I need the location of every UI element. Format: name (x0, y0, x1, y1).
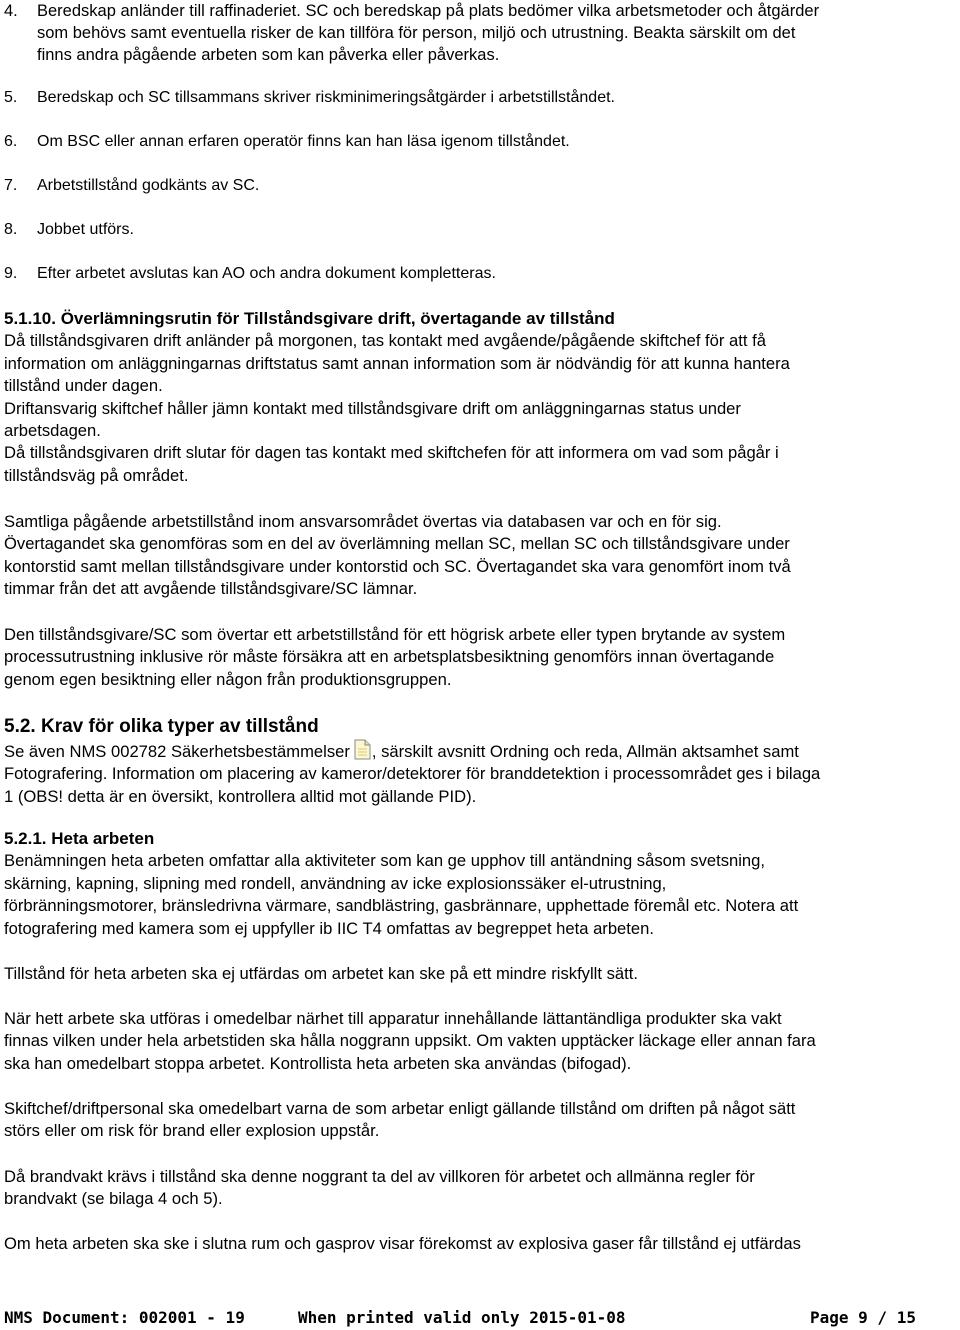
text-span: , särskilt avsnitt Ordning och reda, Allmän aktsamhet samt (371, 742, 799, 761)
text-line: Skiftchef/driftpersonal ska omedelbart varna de som arbetar enligt gällande tillstånd om driften på något sätt (4, 1099, 796, 1118)
text-line: Om heta arbeten ska ske i slutna rum och gasprov visar förekomst av explosiva gaser får tillstånd ej utfärdas (4, 1234, 801, 1253)
list-item-number: 5. (4, 89, 18, 106)
text-line: Då tillståndsgivaren drift slutar för dagen tas kontakt med skiftchefen för att informera om vad som pågår i (4, 443, 779, 463)
list-item-text (37, 0, 819, 66)
text-line: Övertagandet ska genomföras som en del av överlämning mellan SC, mellan SC och tillståndsgivare under (4, 534, 790, 554)
text-line: Då tillståndsgivaren drift anländer på morgonen, tas kontakt med avgående/pågående skiftchef för att få (4, 331, 766, 351)
text-line: 1 (OBS! detta är en översikt, kontrollera alltid mot gällande PID). (4, 786, 477, 806)
text-line: kontorstid samt mellan tillståndsgivare under kontorstid och SC. Övertagandet ska vara genomfört inom två (4, 556, 791, 576)
section-heading: 5.2.1. Heta arbeten (4, 829, 155, 848)
text-line: brandvakt (se bilaga 4 och 5). (4, 1189, 223, 1209)
text-line: skärning, kapning, slipning med rondell, användning av icke explosionssäker el-utrustning, (4, 873, 667, 893)
text-line: finns andra pågående arbeten som kan påverka eller påverkas. (37, 46, 500, 64)
text-line: Samtliga pågående arbetstillstånd inom ansvarsområdet övertas via databasen var och en för sig. (4, 512, 722, 531)
list-item-text: Efter arbetet avslutas kan AO och andra dokument kompletteras. (37, 265, 496, 282)
list-item-number: 8. (4, 221, 18, 238)
paragraph (4, 624, 956, 691)
section-heading: 5.2. Krav för olika typer av tillstånd (4, 716, 319, 737)
text-line: När hett arbete ska utföras i omedelbar närhet till apparatur innehållande lättantändliga produkter ska vakt (4, 1009, 782, 1028)
list-item-text: Om BSC eller annan erfaren operatör finns kan han läsa igenom tillståndet. (37, 133, 570, 150)
footer-printed-note: When printed valid only 2015-01-08 (298, 1308, 626, 1327)
text-line: Tillstånd för heta arbeten ska ej utfärdas om arbetet kan ske på ett mindre riskfyllt sätt. (4, 964, 638, 983)
list-item-number: 4. (4, 2, 18, 20)
paragraph (4, 511, 956, 601)
list-item-text: Arbetstillstånd godkänts av SC. (37, 177, 260, 194)
text-line: Benämningen heta arbeten omfattar alla aktiviteter som kan ge upphov till antändning såsom svetsning, (4, 851, 766, 871)
text-line: störs eller om risk för brand eller explosion uppstår. (4, 1121, 380, 1141)
paragraph (4, 1233, 956, 1255)
text-line: tillstånd under dagen. (4, 376, 163, 396)
text-span: Se även NMS 002782 Säkerhetsbestämmelser (4, 742, 350, 761)
section-heading: 5.1.10. Överlämningsrutin för Tillståndsgivare drift, övertagande av tillstånd (4, 309, 615, 328)
text-line (4, 739, 956, 763)
text-line: Då brandvakt krävs i tillstånd ska denne noggrant ta del av villkoren för arbetet och allmänna regler för (4, 1167, 755, 1186)
footer-document-id: NMS Document: 002001 - 19 (4, 1308, 245, 1327)
text-line: som behövs samt eventuella risker de kan tillföra för person, miljö och utrustning. Beakta särskilt om det (37, 24, 796, 42)
list-item-number: 7. (4, 177, 18, 194)
text-line: Fotografering. Information om placering av kameror/detektorer för branddetektion i processområdet ges i bilaga (4, 764, 821, 784)
text-line: Driftansvarig skiftchef håller jämn kontakt med tillståndsgivare drift om anläggningarnas status under (4, 398, 741, 418)
text-line: Den tillståndsgivare/SC som övertar ett arbetstillstånd för ett högrisk arbete eller typen brytande av system (4, 625, 786, 644)
list-item-text: Beredskap och SC tillsammans skriver riskminimeringsåtgärder i arbetstillståndet. (37, 89, 615, 106)
paragraph (4, 963, 956, 985)
text-line: finnas vilken under hela arbetstiden ska hålla noggrann uppsikt. Om vakten upptäcker läckage eller annan fara (4, 1031, 816, 1051)
text-line: ska han omedelbart stoppa arbetet. Kontrollista heta arbeten ska användas (bifogad). (4, 1053, 632, 1073)
list-item-number: 6. (4, 133, 18, 150)
text-line: timmar från det att avgående tillståndsgivare/SC lämnar. (4, 579, 418, 599)
section-5-2-1 (4, 828, 956, 940)
page-footer (4, 1306, 924, 1330)
footer-page-number: Page 9 / 15 (810, 1308, 916, 1327)
text-line: fotografering med kamera som ej uppfyller ib IIC T4 omfattas av begreppet heta arbeten. (4, 918, 654, 938)
list-item-number: 9. (4, 265, 18, 282)
section-5-2 (4, 714, 956, 808)
text-line: förbränningsmotorer, bränsledrivna värmare, sandblästring, gasbrännare, upphettade föremål etc. Notera att (4, 896, 799, 916)
text-line: processutrustning inklusive rör måste försäkra att en arbetsplatsbesiktning genomförs innan övertagande (4, 647, 775, 667)
text-line: arbetsdagen. (4, 421, 101, 441)
text-line: Beredskap anländer till raffinaderiet. SC och beredskap på plats bedömer vilka arbetsmetoder och åtgärder (37, 2, 820, 20)
text-line: information om anläggningarnas driftstatus samt annan information som är nödvändig för att kunna hantera (4, 353, 790, 373)
text-line: tillståndsväg på området. (4, 465, 189, 485)
paragraph (4, 1008, 956, 1075)
section-5-1-10 (4, 308, 956, 487)
paragraph (4, 1166, 956, 1211)
document-icon[interactable] (354, 739, 371, 760)
text-line: genom egen besiktning eller någon från produktionsgruppen. (4, 669, 452, 689)
paragraph (4, 1098, 956, 1143)
list-item-text: Jobbet utförs. (37, 221, 134, 238)
